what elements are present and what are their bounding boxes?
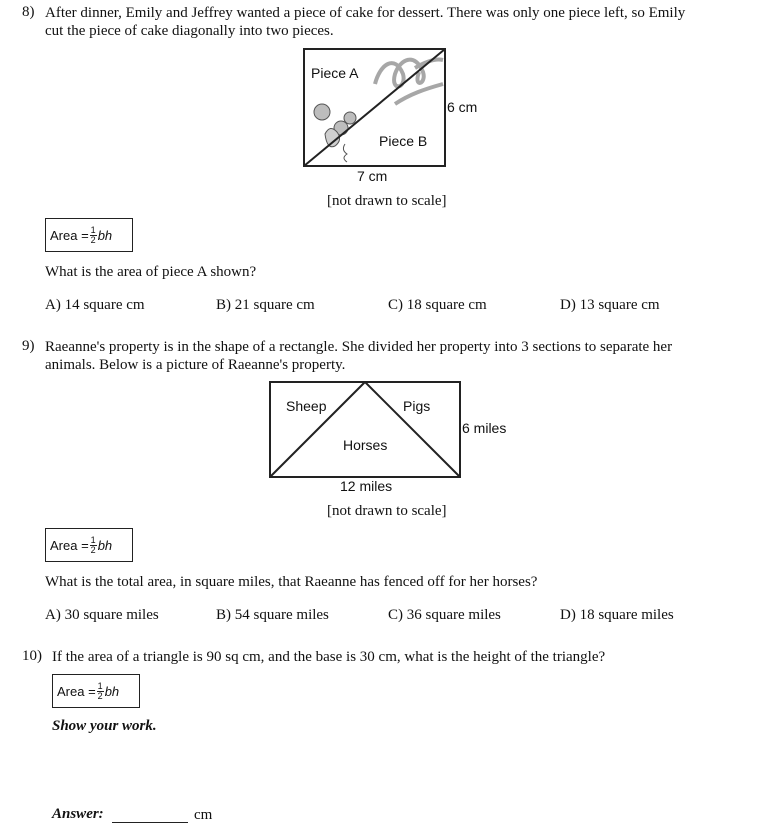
question-text-line: Raeanne's property is in the shape of a rectangle. She divided her property into 3 sections to separate her	[45, 339, 673, 355]
area-formula-box	[45, 528, 133, 562]
formula-fraction	[90, 536, 97, 555]
piece-b-label: Piece B	[379, 133, 428, 149]
formula-prefix: Area =	[50, 537, 89, 553]
fraction-numerator: 1	[90, 224, 96, 235]
question-text	[45, 338, 765, 374]
formula-variables: bh	[97, 537, 113, 553]
right-fence	[365, 382, 460, 477]
answer-label: Answer:	[52, 806, 104, 822]
choice-a[interactable]: A) 14 square cm	[45, 297, 145, 313]
fraction-denominator: 2	[97, 690, 103, 701]
formula-variables: bh	[104, 683, 120, 699]
height-label: 6 miles	[462, 420, 507, 436]
fraction-denominator: 2	[90, 544, 96, 555]
question-number: 10)	[22, 648, 42, 664]
answer-unit: cm	[194, 807, 213, 823]
horses-label: Horses	[343, 437, 388, 453]
formula-variables: bh	[97, 227, 113, 243]
question-prompt: What is the area of piece A shown?	[45, 264, 257, 280]
choice-d[interactable]: D) 13 square cm	[560, 297, 660, 313]
sheep-label: Sheep	[286, 398, 327, 414]
choice-a[interactable]: A) 30 square miles	[45, 607, 159, 623]
question-prompt: What is the total area, in square miles, that Raeanne has fenced off for her horses?	[45, 574, 538, 590]
question-text: If the area of a triangle is 90 sq cm, and the base is 30 cm, what is the height of the triangle?	[52, 649, 606, 665]
formula-fraction	[97, 682, 104, 701]
piece-a-label: Piece A	[311, 65, 359, 81]
question-text-line: animals. Below is a picture of Raeanne's property.	[45, 357, 346, 373]
pigs-label: Pigs	[403, 398, 431, 414]
choice-c[interactable]: C) 18 square cm	[388, 297, 487, 313]
choice-c[interactable]: C) 36 square miles	[388, 607, 501, 623]
formula-prefix: Area =	[50, 227, 89, 243]
diagram-caption: [not drawn to scale]	[327, 503, 447, 519]
area-formula-box	[52, 674, 140, 708]
choice-b[interactable]: B) 21 square cm	[216, 297, 315, 313]
formula-prefix: Area =	[57, 683, 96, 699]
left-fence	[270, 382, 365, 477]
cake-diagram	[295, 44, 495, 194]
choice-b[interactable]: B) 54 square miles	[216, 607, 329, 623]
base-label: 7 cm	[357, 168, 388, 184]
question-text-line: cut the piece of cake diagonally into two pieces.	[45, 23, 334, 39]
question-text-line: After dinner, Emily and Jeffrey wanted a piece of cake for dessert. There was only one piece left, so Emily	[45, 5, 686, 21]
fraction-numerator: 1	[97, 680, 103, 691]
question-number: 8)	[22, 4, 35, 20]
question-number: 9)	[22, 338, 35, 354]
show-work-instruction: Show your work.	[52, 718, 157, 734]
formula-fraction	[90, 226, 97, 245]
area-formula-box	[45, 218, 133, 252]
fraction-denominator: 2	[90, 234, 96, 245]
diagram-caption: [not drawn to scale]	[327, 193, 447, 209]
property-rectangle	[270, 382, 460, 477]
choice-d[interactable]: D) 18 square miles	[560, 607, 674, 623]
height-label: 6 cm	[447, 99, 478, 115]
answer-blank[interactable]	[112, 806, 188, 823]
property-diagram	[265, 378, 525, 498]
question-text	[45, 4, 765, 40]
fraction-numerator: 1	[90, 534, 96, 545]
base-label: 12 miles	[340, 478, 393, 494]
